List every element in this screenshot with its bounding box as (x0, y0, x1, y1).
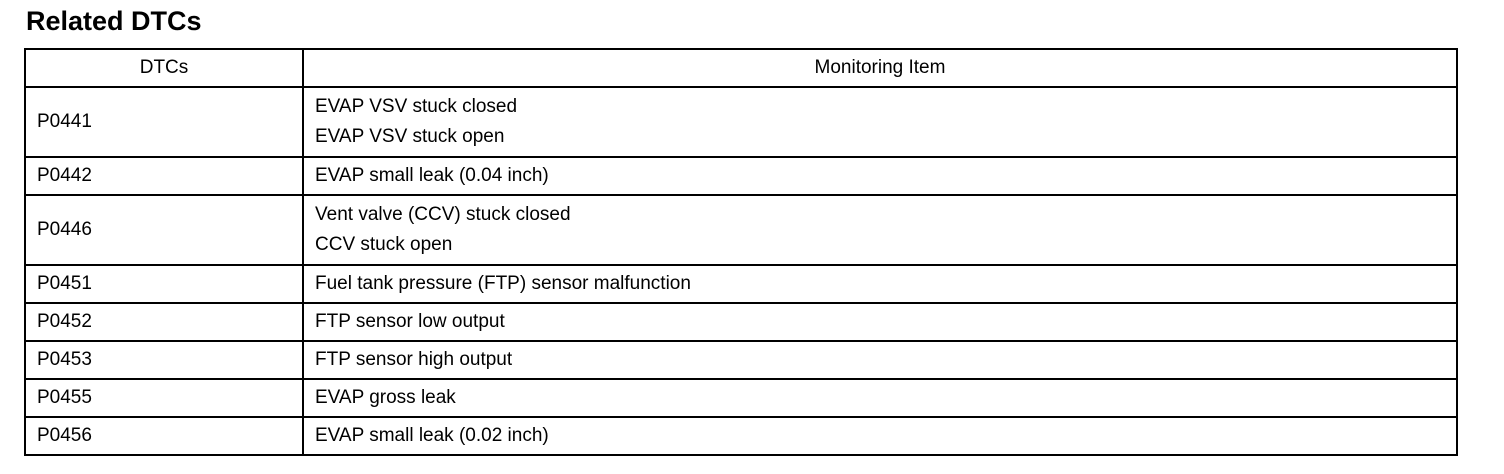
table-row (25, 303, 1457, 341)
dtc-code-cell: P0453 (25, 341, 303, 379)
dtc-code-cell: P0452 (25, 303, 303, 341)
monitoring-item-line: CCV stuck open (315, 234, 453, 255)
table-row (25, 417, 1457, 455)
monitoring-item-cell (303, 379, 1457, 417)
column-header-monitoring-item: Monitoring Item (303, 49, 1457, 87)
monitoring-item-cell (303, 195, 1457, 265)
dtc-code-cell: P0451 (25, 265, 303, 303)
monitoring-item-line: FTP sensor high output (315, 349, 513, 370)
monitoring-item-line: EVAP VSV stuck closed (315, 96, 518, 117)
table-row (25, 265, 1457, 303)
monitoring-item-line: EVAP gross leak (315, 387, 456, 408)
dtc-code-cell: P0441 (25, 87, 303, 157)
table-row (25, 341, 1457, 379)
table-row (25, 195, 1457, 265)
monitoring-item-cell (303, 265, 1457, 303)
table-header-row (25, 49, 1457, 87)
monitoring-item-cell (303, 87, 1457, 157)
table-row (25, 379, 1457, 417)
table-row (25, 87, 1457, 157)
column-header-dtcs: DTCs (25, 49, 303, 87)
monitoring-item-line: EVAP VSV stuck open (315, 126, 505, 147)
dtc-code-cell: P0456 (25, 417, 303, 455)
monitoring-item-line: EVAP small leak (0.02 inch) (315, 425, 549, 446)
related-dtcs-table (24, 48, 1458, 456)
dtc-code-cell: P0455 (25, 379, 303, 417)
monitoring-item-cell (303, 417, 1457, 455)
monitoring-item-cell (303, 341, 1457, 379)
monitoring-item-line: EVAP small leak (0.04 inch) (315, 165, 549, 186)
dtc-code-cell: P0446 (25, 195, 303, 265)
monitoring-item-line: FTP sensor low output (315, 311, 505, 332)
monitoring-item-cell (303, 303, 1457, 341)
monitoring-item-line: Vent valve (CCV) stuck closed (315, 204, 571, 225)
table-row (25, 157, 1457, 195)
monitoring-item-line: Fuel tank pressure (FTP) sensor malfunction (315, 273, 691, 294)
monitoring-item-cell (303, 157, 1457, 195)
dtc-code-cell: P0442 (25, 157, 303, 195)
page-title: Related DTCs (26, 6, 202, 36)
